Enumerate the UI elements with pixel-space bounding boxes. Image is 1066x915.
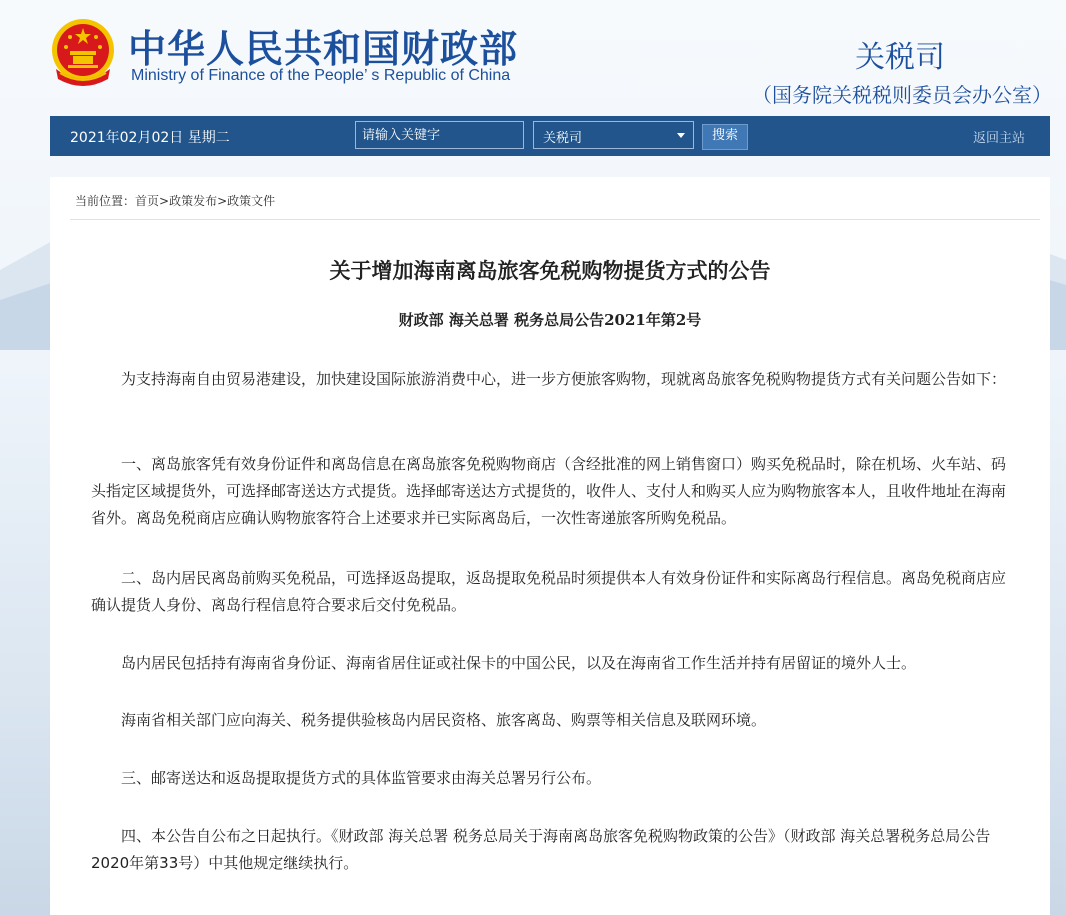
article-paragraph: 二、岛内居民离岛前购买免税品，可选择返岛提取，返岛提取免税品时须提供本人有效身份证件和实际离岛行程信息。离岛免税商店应确认提货人身份、离岛行程信息符合要求后交付免税品。 xyxy=(91,569,1007,614)
top-navbar xyxy=(50,116,1050,156)
site-name-cn: 中华人民共和国财政部 xyxy=(128,27,519,71)
current-date: 2021年02月02日 星期二 xyxy=(70,130,230,146)
site-header xyxy=(0,0,1066,115)
breadcrumb-separator: > xyxy=(217,194,228,208)
breadcrumb-prefix: 当前位置： xyxy=(75,194,136,208)
search-scope-select[interactable] xyxy=(533,121,694,149)
search-input[interactable] xyxy=(355,121,524,149)
article-paragraph: 海南省相关部门应向海关、税务提供验核岛内居民资格、旅客离岛、购票等相关信息及联网环境。 xyxy=(121,711,767,729)
breadcrumb-separator: > xyxy=(159,194,170,208)
department-title: 关税司 xyxy=(855,40,945,75)
breadcrumb xyxy=(75,192,275,209)
return-home-link[interactable]: 返回主站 xyxy=(973,131,1026,146)
national-emblem-icon xyxy=(50,17,116,87)
article-subtitle: 财政部 海关总署 税务总局公告2021年第2号 xyxy=(398,311,702,329)
article-paragraph: 岛内居民包括持有海南省身份证、海南省居住证或社保卡的中国公民，以及在海南省工作生活并持有居留证的境外人士。 xyxy=(121,654,917,672)
article-paragraph: 一、离岛旅客凭有效身份证件和离岛信息在离岛旅客免税购物商店（含经批准的网上销售窗口）购买免税品时，除在机场、火车站、码头指定区域提货外，可选择邮寄送达方式提货。选择邮寄送达方式提货的，收件人、支付人和购买人应为购物旅客本人，且收件地址在海南省外。离岛免税商店应确认购物旅客符合上述要求并已实际离岛后，一次性寄递旅客所购免税品。 xyxy=(91,455,1007,527)
article-paragraph: 三、邮寄送达和返岛提取提货方式的具体监管要求由海关总署另行公布。 xyxy=(121,769,602,787)
breadcrumb-item-policy-documents[interactable]: 政策文件 xyxy=(227,194,276,208)
article-paragraph: 为支持海南自由贸易港建设，加快建设国际旅游消费中心，进一步方便旅客购物，现就离岛旅客免税购物提货方式有关问题公告如下： xyxy=(121,370,1007,388)
breadcrumb-item-policy-release[interactable]: 政策发布 xyxy=(169,194,218,208)
article-paragraph: 四、本公告自公布之日起执行。《财政部 海关总署 税务总局关于海南离岛旅客免税购物政策的公告》（财政部 海关总署税务总局公告2020年第33号）中其他规定继续执行。 xyxy=(91,827,991,872)
breadcrumb-item-home[interactable]: 首页 xyxy=(135,194,160,208)
chevron-down-icon xyxy=(677,133,685,138)
article-title: 关于增加海南离岛旅客免税购物提货方式的公告 xyxy=(329,258,771,283)
site-name-en: Ministry of Finance of the People’ s Republic of China xyxy=(131,67,511,84)
search-scope-value: 关税司 xyxy=(543,131,583,146)
search-button[interactable]: 搜索 xyxy=(702,124,748,150)
breadcrumb-divider xyxy=(70,219,1040,220)
article-container xyxy=(50,177,1050,915)
department-subtitle: （国务院关税税则委员会办公室） xyxy=(752,83,1052,107)
